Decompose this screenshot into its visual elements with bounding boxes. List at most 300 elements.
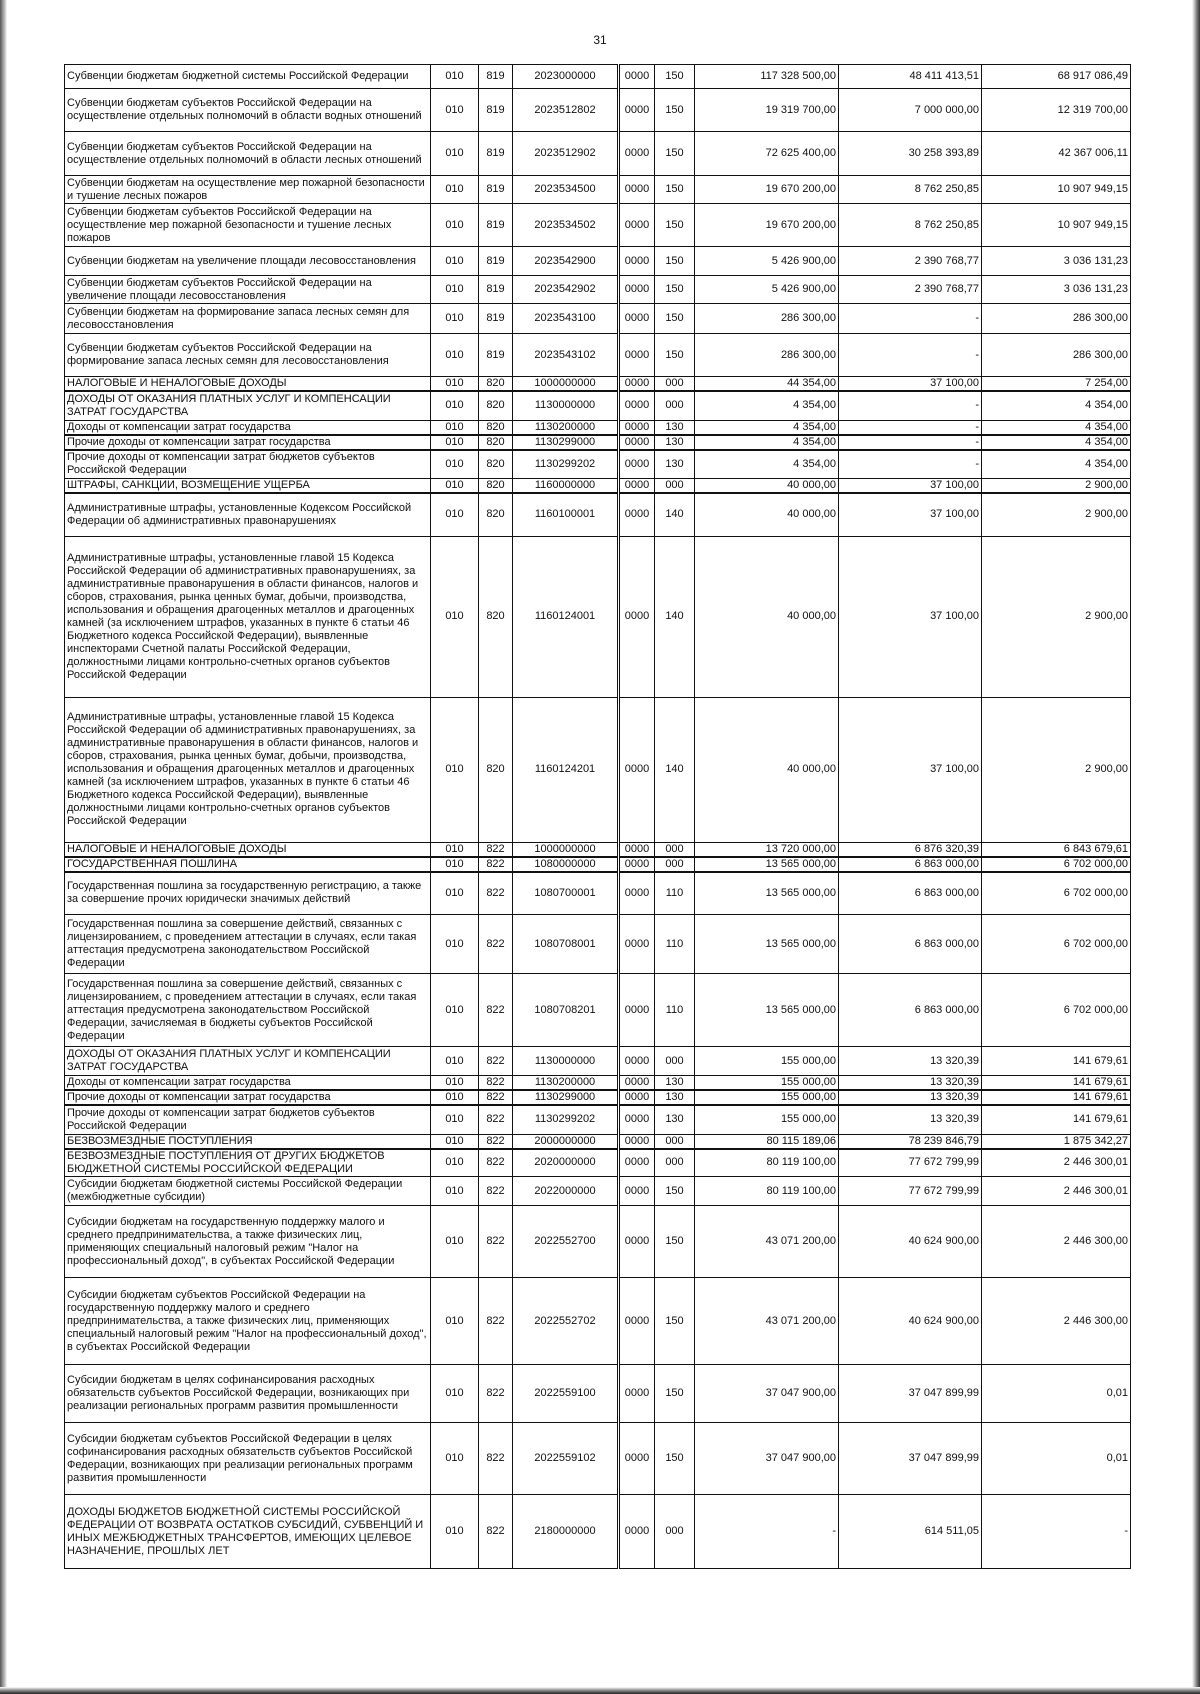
cell-chapter: 010 <box>431 1177 479 1206</box>
cell-revenue-code: 2022552702 <box>513 1278 618 1365</box>
cell-approved: 40 000,00 <box>695 493 839 536</box>
cell-kosgu: 000 <box>655 391 695 420</box>
cell-name: Государственная пошлина за совершение действий, связанных с лицензированием, с проведением аттестации в случаях, если такая аттестация предусмотрена законодательством Российской Федерации <box>65 915 431 974</box>
cell-subcode: 0000 <box>620 857 655 872</box>
cell-remaining: 141 679,61 <box>982 1105 1131 1134</box>
table-row <box>65 377 1131 392</box>
cell-revenue-code: 2023534502 <box>513 204 618 247</box>
cell-admin-code: 819 <box>479 176 513 204</box>
cell-admin-code: 822 <box>479 1423 513 1495</box>
cell-approved: 13 565 000,00 <box>695 974 839 1047</box>
cell-remaining: 2 446 300,01 <box>982 1177 1131 1206</box>
cell-approved: 40 000,00 <box>695 479 839 494</box>
cell-name: Административные штрафы, установленные главой 15 Кодекса Российской Федерации об административных правонарушениях, за административные правонарушения в области финансов, налогов и сборов, страхования, рынка ценных бумаг, добычи, производства, использования и обращения драгоценных металлов и драгоценных камней (за исключением штрафов, указанных в пункте 6 статьи 46 Бюджетного кодекса Российской Федерации), выявленные должностными лицами контрольно-счетных органов субъектов Российской Федерации <box>65 697 431 842</box>
cell-chapter: 010 <box>431 915 479 974</box>
cell-revenue-code: 1080708201 <box>513 974 618 1047</box>
cell-name: НАЛОГОВЫЕ И НЕНАЛОГОВЫЕ ДОХОДЫ <box>65 377 431 392</box>
cell-name: Субвенции бюджетам бюджетной системы Российской Федерации <box>65 65 431 89</box>
cell-revenue-code: 2023542902 <box>513 276 618 304</box>
cell-remaining: 141 679,61 <box>982 1047 1131 1076</box>
cell-approved: 40 000,00 <box>695 536 839 697</box>
cell-revenue-code: 2022000000 <box>513 1177 618 1206</box>
cell-executed: 6 863 000,00 <box>839 872 982 915</box>
cell-remaining: 6 702 000,00 <box>982 857 1131 872</box>
cell-approved: 13 565 000,00 <box>695 857 839 872</box>
table-row <box>65 536 1131 697</box>
cell-kosgu: 140 <box>655 493 695 536</box>
cell-remaining: 4 354,00 <box>982 420 1131 435</box>
table-body <box>65 65 1131 1569</box>
cell-chapter: 010 <box>431 1495 479 1569</box>
cell-subcode: 0000 <box>620 1365 655 1423</box>
cell-approved: 13 565 000,00 <box>695 872 839 915</box>
cell-chapter: 010 <box>431 1278 479 1365</box>
table-row <box>65 304 1131 334</box>
cell-approved: 155 000,00 <box>695 1105 839 1134</box>
cell-kosgu: 150 <box>655 1177 695 1206</box>
cell-name: БЕЗВОЗМЕЗДНЫЕ ПОСТУПЛЕНИЯ ОТ ДРУГИХ БЮДЖЕТОВ БЮДЖЕТНОЙ СИСТЕМЫ РОССИЙСКОЙ ФЕДЕРАЦИИ <box>65 1149 431 1177</box>
table-row <box>65 1105 1131 1134</box>
cell-kosgu: 000 <box>655 1495 695 1569</box>
cell-approved: 19 319 700,00 <box>695 89 839 132</box>
cell-kosgu: 150 <box>655 247 695 276</box>
cell-admin-code: 820 <box>479 697 513 842</box>
cell-executed: 6 863 000,00 <box>839 857 982 872</box>
cell-revenue-code: 1080708001 <box>513 915 618 974</box>
cell-admin-code: 822 <box>479 1278 513 1365</box>
cell-subcode: 0000 <box>620 204 655 247</box>
cell-executed: 30 258 393,89 <box>839 132 982 176</box>
cell-name: Субсидии бюджетам в целях софинансирования расходных обязательств субъектов Российской Федерации, возникающих при реализации региональных программ развития промышленности <box>65 1365 431 1423</box>
cell-kosgu: 000 <box>655 842 695 857</box>
cell-kosgu: 110 <box>655 872 695 915</box>
cell-approved: 80 119 100,00 <box>695 1149 839 1177</box>
cell-revenue-code: 1130299202 <box>513 450 618 479</box>
cell-remaining: 10 907 949,15 <box>982 204 1131 247</box>
cell-revenue-code: 2180000000 <box>513 1495 618 1569</box>
cell-admin-code: 819 <box>479 132 513 176</box>
cell-executed: 8 762 250,85 <box>839 204 982 247</box>
cell-executed: 48 411 413,51 <box>839 65 982 89</box>
cell-admin-code: 822 <box>479 1076 513 1091</box>
cell-subcode: 0000 <box>620 915 655 974</box>
cell-executed: 8 762 250,85 <box>839 176 982 204</box>
cell-name: НАЛОГОВЫЕ И НЕНАЛОГОВЫЕ ДОХОДЫ <box>65 842 431 857</box>
cell-approved: 155 000,00 <box>695 1090 839 1105</box>
cell-name: Доходы от компенсации затрат государства <box>65 1076 431 1091</box>
cell-remaining: 141 679,61 <box>982 1076 1131 1091</box>
cell-subcode: 0000 <box>620 1047 655 1076</box>
cell-revenue-code: 2022552700 <box>513 1206 618 1278</box>
cell-chapter: 010 <box>431 493 479 536</box>
cell-executed: 13 320,39 <box>839 1090 982 1105</box>
cell-approved: 80 119 100,00 <box>695 1177 839 1206</box>
cell-remaining: 6 702 000,00 <box>982 974 1131 1047</box>
cell-executed: 614 511,05 <box>839 1495 982 1569</box>
cell-revenue-code: 1160100001 <box>513 493 618 536</box>
cell-subcode: 0000 <box>620 276 655 304</box>
cell-executed: 2 390 768,77 <box>839 276 982 304</box>
cell-revenue-code: 1130200000 <box>513 420 618 435</box>
cell-name: Государственная пошлина за совершение действий, связанных с лицензированием, с проведением аттестации в случаях, если такая аттестация предусмотрена законодательством Российской Федерации, зачисляемая в бюджеты субъектов Российской Федерации <box>65 974 431 1047</box>
table-row <box>65 1076 1131 1091</box>
cell-revenue-code: 1160124001 <box>513 536 618 697</box>
cell-name: Субвенции бюджетам на увеличение площади лесовосстановления <box>65 247 431 276</box>
cell-admin-code: 820 <box>479 391 513 420</box>
table-row <box>65 915 1131 974</box>
cell-remaining: 2 900,00 <box>982 697 1131 842</box>
cell-approved: 286 300,00 <box>695 304 839 334</box>
cell-kosgu: 000 <box>655 1047 695 1076</box>
cell-approved: 43 071 200,00 <box>695 1206 839 1278</box>
cell-remaining: 6 843 679,61 <box>982 842 1131 857</box>
cell-chapter: 010 <box>431 1076 479 1091</box>
cell-executed: 37 100,00 <box>839 697 982 842</box>
cell-approved: 13 720 000,00 <box>695 842 839 857</box>
cell-kosgu: 150 <box>655 1206 695 1278</box>
cell-subcode: 0000 <box>620 377 655 392</box>
cell-chapter: 010 <box>431 1134 479 1149</box>
cell-name: Субсидии бюджетам субъектов Российской Федерации в целях софинансирования расходных обязательств субъектов Российской Федерации, возникающих при реализации региональных программ развития промышленности <box>65 1423 431 1495</box>
table-row <box>65 974 1131 1047</box>
cell-admin-code: 822 <box>479 1177 513 1206</box>
cell-subcode: 0000 <box>620 697 655 842</box>
cell-kosgu: 150 <box>655 1278 695 1365</box>
cell-executed: 6 863 000,00 <box>839 974 982 1047</box>
cell-chapter: 010 <box>431 536 479 697</box>
cell-kosgu: 150 <box>655 132 695 176</box>
table-row <box>65 334 1131 377</box>
cell-remaining: 4 354,00 <box>982 435 1131 450</box>
cell-chapter: 010 <box>431 65 479 89</box>
cell-admin-code: 819 <box>479 247 513 276</box>
cell-chapter: 010 <box>431 391 479 420</box>
cell-remaining: 2 900,00 <box>982 536 1131 697</box>
cell-name: Субвенции бюджетам субъектов Российской Федерации на осуществление отдельных полномочий в области водных отношений <box>65 89 431 132</box>
cell-subcode: 0000 <box>620 1206 655 1278</box>
cell-executed: 6 863 000,00 <box>839 915 982 974</box>
cell-subcode: 0000 <box>620 872 655 915</box>
cell-admin-code: 822 <box>479 974 513 1047</box>
cell-kosgu: 130 <box>655 1076 695 1091</box>
cell-name: Административные штрафы, установленные главой 15 Кодекса Российской Федерации об административных правонарушениях, за административные правонарушения в области финансов, налогов и сборов, страхования, рынка ценных бумаг, добычи, производства, использования и обращения драгоценных металлов и драгоценных камней (за исключением штрафов, указанных в пункте 6 статьи 46 Бюджетного кодекса Российской Федерации), выявленные инспекторами Счетной палаты Российской Федерации, должностными лицами контрольно-счетных органов субъектов Российской Федерации <box>65 536 431 697</box>
cell-admin-code: 822 <box>479 1134 513 1149</box>
cell-name: ШТРАФЫ, САНКЦИИ, ВОЗМЕЩЕНИЕ УЩЕРБА <box>65 479 431 494</box>
table-row <box>65 872 1131 915</box>
cell-name: ГОСУДАРСТВЕННАЯ ПОШЛИНА <box>65 857 431 872</box>
cell-remaining: 3 036 131,23 <box>982 247 1131 276</box>
cell-approved: 72 625 400,00 <box>695 132 839 176</box>
table-row <box>65 176 1131 204</box>
cell-admin-code: 822 <box>479 915 513 974</box>
cell-approved: 155 000,00 <box>695 1047 839 1076</box>
cell-revenue-code: 2020000000 <box>513 1149 618 1177</box>
cell-executed: 37 100,00 <box>839 479 982 494</box>
cell-remaining: 2 446 300,01 <box>982 1149 1131 1177</box>
cell-admin-code: 822 <box>479 1365 513 1423</box>
cell-kosgu: 110 <box>655 974 695 1047</box>
cell-revenue-code: 2023512902 <box>513 132 618 176</box>
cell-admin-code: 820 <box>479 536 513 697</box>
cell-kosgu: 130 <box>655 420 695 435</box>
cell-remaining: 7 254,00 <box>982 377 1131 392</box>
table-row <box>65 1134 1131 1149</box>
cell-kosgu: 000 <box>655 479 695 494</box>
cell-approved: 19 670 200,00 <box>695 176 839 204</box>
cell-approved: 19 670 200,00 <box>695 204 839 247</box>
cell-approved: 13 565 000,00 <box>695 915 839 974</box>
page-number: 31 <box>593 33 607 47</box>
cell-kosgu: 150 <box>655 276 695 304</box>
cell-approved: 4 354,00 <box>695 435 839 450</box>
cell-approved: 4 354,00 <box>695 420 839 435</box>
cell-executed: - <box>839 334 982 377</box>
cell-kosgu: 140 <box>655 536 695 697</box>
cell-revenue-code: 2023543102 <box>513 334 618 377</box>
cell-executed: 40 624 900,00 <box>839 1278 982 1365</box>
cell-chapter: 010 <box>431 420 479 435</box>
scan-edge-right <box>1192 0 1200 1694</box>
table-row <box>65 1278 1131 1365</box>
table-row <box>65 1423 1131 1495</box>
cell-kosgu: 150 <box>655 204 695 247</box>
cell-executed: 13 320,39 <box>839 1076 982 1091</box>
cell-approved: 5 426 900,00 <box>695 276 839 304</box>
cell-executed: - <box>839 420 982 435</box>
cell-admin-code: 820 <box>479 435 513 450</box>
cell-subcode: 0000 <box>620 89 655 132</box>
table-row <box>65 1177 1131 1206</box>
cell-kosgu: 150 <box>655 304 695 334</box>
cell-admin-code: 822 <box>479 1090 513 1105</box>
cell-revenue-code: 1130000000 <box>513 1047 618 1076</box>
cell-subcode: 0000 <box>620 1423 655 1495</box>
cell-chapter: 010 <box>431 479 479 494</box>
table-row <box>65 132 1131 176</box>
cell-chapter: 010 <box>431 132 479 176</box>
cell-admin-code: 822 <box>479 1495 513 1569</box>
table-row <box>65 1206 1131 1278</box>
cell-chapter: 010 <box>431 1423 479 1495</box>
cell-kosgu: 130 <box>655 1090 695 1105</box>
cell-admin-code: 822 <box>479 857 513 872</box>
cell-kosgu: 000 <box>655 377 695 392</box>
table-row <box>65 697 1131 842</box>
cell-revenue-code: 2023543100 <box>513 304 618 334</box>
cell-executed: 37 100,00 <box>839 536 982 697</box>
cell-remaining: 4 354,00 <box>982 391 1131 420</box>
cell-remaining: 68 917 086,49 <box>982 65 1131 89</box>
cell-chapter: 010 <box>431 276 479 304</box>
cell-remaining: 6 702 000,00 <box>982 872 1131 915</box>
cell-remaining: 2 446 300,00 <box>982 1278 1131 1365</box>
table-row <box>65 420 1131 435</box>
cell-kosgu: 130 <box>655 450 695 479</box>
table-row <box>65 493 1131 536</box>
cell-kosgu: 110 <box>655 915 695 974</box>
cell-subcode: 0000 <box>620 1495 655 1569</box>
cell-revenue-code: 1130299202 <box>513 1105 618 1134</box>
cell-approved: 40 000,00 <box>695 697 839 842</box>
cell-remaining: 1 875 342,27 <box>982 1134 1131 1149</box>
cell-admin-code: 819 <box>479 276 513 304</box>
cell-executed: 37 100,00 <box>839 493 982 536</box>
cell-remaining: 4 354,00 <box>982 450 1131 479</box>
table-row <box>65 857 1131 872</box>
table-row <box>65 247 1131 276</box>
cell-executed: 37 047 899,99 <box>839 1365 982 1423</box>
cell-name: Субвенции бюджетам субъектов Российской Федерации на осуществление отдельных полномочий в области лесных отношений <box>65 132 431 176</box>
cell-admin-code: 819 <box>479 65 513 89</box>
cell-admin-code: 820 <box>479 450 513 479</box>
cell-revenue-code: 2023542900 <box>513 247 618 276</box>
cell-kosgu: 000 <box>655 1134 695 1149</box>
cell-subcode: 0000 <box>620 132 655 176</box>
cell-chapter: 010 <box>431 697 479 842</box>
cell-revenue-code: 2022559102 <box>513 1423 618 1495</box>
cell-approved: 80 115 189,06 <box>695 1134 839 1149</box>
table-row <box>65 1365 1131 1423</box>
cell-name: ДОХОДЫ БЮДЖЕТОВ БЮДЖЕТНОЙ СИСТЕМЫ РОССИЙСКОЙ ФЕДЕРАЦИИ ОТ ВОЗВРАТА ОСТАТКОВ СУБСИДИЙ, СУБВЕНЦИЙ И ИНЫХ МЕЖБЮДЖЕТНЫХ ТРАНСФЕРТОВ, ИМЕЮЩИХ ЦЕЛЕВОЕ НАЗНАЧЕНИЕ, ПРОШЛЫХ ЛЕТ <box>65 1495 431 1569</box>
cell-executed: 13 320,39 <box>839 1105 982 1134</box>
cell-remaining: 42 367 006,11 <box>982 132 1131 176</box>
table-row <box>65 1047 1131 1076</box>
cell-approved: 4 354,00 <box>695 450 839 479</box>
cell-kosgu: 150 <box>655 89 695 132</box>
cell-kosgu: 000 <box>655 857 695 872</box>
cell-name: Прочие доходы от компенсации затрат государства <box>65 1090 431 1105</box>
cell-subcode: 0000 <box>620 420 655 435</box>
cell-revenue-code: 2023000000 <box>513 65 618 89</box>
cell-admin-code: 822 <box>479 872 513 915</box>
table-row <box>65 276 1131 304</box>
cell-admin-code: 820 <box>479 377 513 392</box>
cell-admin-code: 820 <box>479 493 513 536</box>
cell-admin-code: 819 <box>479 204 513 247</box>
cell-executed: - <box>839 435 982 450</box>
cell-remaining: 2 446 300,00 <box>982 1206 1131 1278</box>
cell-subcode: 0000 <box>620 842 655 857</box>
cell-chapter: 010 <box>431 304 479 334</box>
cell-name: Субвенции бюджетам на формирование запаса лесных семян для лесовосстановления <box>65 304 431 334</box>
cell-subcode: 0000 <box>620 334 655 377</box>
cell-kosgu: 130 <box>655 435 695 450</box>
cell-subcode: 0000 <box>620 1076 655 1091</box>
cell-name: БЕЗВОЗМЕЗДНЫЕ ПОСТУПЛЕНИЯ <box>65 1134 431 1149</box>
cell-remaining: 2 900,00 <box>982 493 1131 536</box>
cell-kosgu: 150 <box>655 334 695 377</box>
table-row <box>65 89 1131 132</box>
cell-revenue-code: 1080700001 <box>513 872 618 915</box>
cell-name: Субсидии бюджетам бюджетной системы Российской Федерации (межбюджетные субсидии) <box>65 1177 431 1206</box>
table-row <box>65 204 1131 247</box>
table-row <box>65 391 1131 420</box>
cell-name: Субвенции бюджетам субъектов Российской Федерации на увеличение площади лесовосстановления <box>65 276 431 304</box>
table-row <box>65 435 1131 450</box>
cell-admin-code: 819 <box>479 304 513 334</box>
cell-approved: 44 354,00 <box>695 377 839 392</box>
cell-remaining: - <box>982 1495 1131 1569</box>
cell-remaining: 0,01 <box>982 1423 1131 1495</box>
table-row <box>65 450 1131 479</box>
cell-name: Доходы от компенсации затрат государства <box>65 420 431 435</box>
cell-chapter: 010 <box>431 1090 479 1105</box>
cell-chapter: 010 <box>431 872 479 915</box>
cell-kosgu: 000 <box>655 1149 695 1177</box>
cell-name: Прочие доходы от компенсации затрат бюджетов субъектов Российской Федерации <box>65 450 431 479</box>
cell-chapter: 010 <box>431 247 479 276</box>
cell-chapter: 010 <box>431 842 479 857</box>
cell-chapter: 010 <box>431 1047 479 1076</box>
cell-name: Субсидии бюджетам субъектов Российской Федерации на государственную поддержку малого и среднего предпринимательства, а также физических лиц, применяющих специальный налоговый режим "Налог на профессиональный доход", в субъектах Российской Федерации <box>65 1278 431 1365</box>
cell-revenue-code: 1000000000 <box>513 842 618 857</box>
cell-remaining: 2 900,00 <box>982 479 1131 494</box>
cell-executed: 77 672 799,99 <box>839 1177 982 1206</box>
cell-subcode: 0000 <box>620 536 655 697</box>
cell-chapter: 010 <box>431 1105 479 1134</box>
cell-approved: 286 300,00 <box>695 334 839 377</box>
cell-name: Прочие доходы от компенсации затрат государства <box>65 435 431 450</box>
cell-admin-code: 820 <box>479 420 513 435</box>
cell-admin-code: 819 <box>479 89 513 132</box>
table-row <box>65 479 1131 494</box>
cell-kosgu: 150 <box>655 1423 695 1495</box>
table-row <box>65 1090 1131 1105</box>
cell-approved: 43 071 200,00 <box>695 1278 839 1365</box>
table-row <box>65 842 1131 857</box>
cell-revenue-code: 1160000000 <box>513 479 618 494</box>
cell-subcode: 0000 <box>620 974 655 1047</box>
cell-admin-code: 822 <box>479 1105 513 1134</box>
cell-revenue-code: 1130000000 <box>513 391 618 420</box>
cell-kosgu: 130 <box>655 1105 695 1134</box>
cell-executed: 78 239 846,79 <box>839 1134 982 1149</box>
cell-executed: 6 876 320,39 <box>839 842 982 857</box>
cell-chapter: 010 <box>431 1149 479 1177</box>
cell-executed: - <box>839 304 982 334</box>
cell-approved: 4 354,00 <box>695 391 839 420</box>
cell-subcode: 0000 <box>620 479 655 494</box>
cell-approved: 155 000,00 <box>695 1076 839 1091</box>
cell-kosgu: 140 <box>655 697 695 842</box>
cell-chapter: 010 <box>431 89 479 132</box>
cell-revenue-code: 1160124201 <box>513 697 618 842</box>
scan-edge-bottom <box>0 1687 1200 1694</box>
cell-name: Административные штрафы, установленные Кодексом Российской Федерации об административных правонарушениях <box>65 493 431 536</box>
cell-name: Государственная пошлина за государственную регистрацию, а также за совершение прочих юридически значимых действий <box>65 872 431 915</box>
cell-kosgu: 150 <box>655 65 695 89</box>
cell-revenue-code: 2022559100 <box>513 1365 618 1423</box>
cell-name: Субвенции бюджетам субъектов Российской Федерации на формирование запаса лесных семян для лесовосстановления <box>65 334 431 377</box>
table-row <box>65 65 1131 89</box>
cell-chapter: 010 <box>431 435 479 450</box>
cell-remaining: 141 679,61 <box>982 1090 1131 1105</box>
cell-subcode: 0000 <box>620 176 655 204</box>
cell-subcode: 0000 <box>620 1090 655 1105</box>
cell-approved: 37 047 900,00 <box>695 1423 839 1495</box>
cell-name: Субсидии бюджетам на государственную поддержку малого и среднего предпринимательства, а также физических лиц, применяющих специальный налоговый режим "Налог на профессиональный доход", в субъектах Российской Федерации <box>65 1206 431 1278</box>
cell-revenue-code: 1130299000 <box>513 1090 618 1105</box>
cell-chapter: 010 <box>431 204 479 247</box>
cell-revenue-code: 2000000000 <box>513 1134 618 1149</box>
cell-kosgu: 150 <box>655 176 695 204</box>
cell-remaining: 0,01 <box>982 1365 1131 1423</box>
cell-admin-code: 819 <box>479 334 513 377</box>
cell-admin-code: 822 <box>479 842 513 857</box>
cell-executed: 7 000 000,00 <box>839 89 982 132</box>
cell-chapter: 010 <box>431 974 479 1047</box>
cell-subcode: 0000 <box>620 1134 655 1149</box>
